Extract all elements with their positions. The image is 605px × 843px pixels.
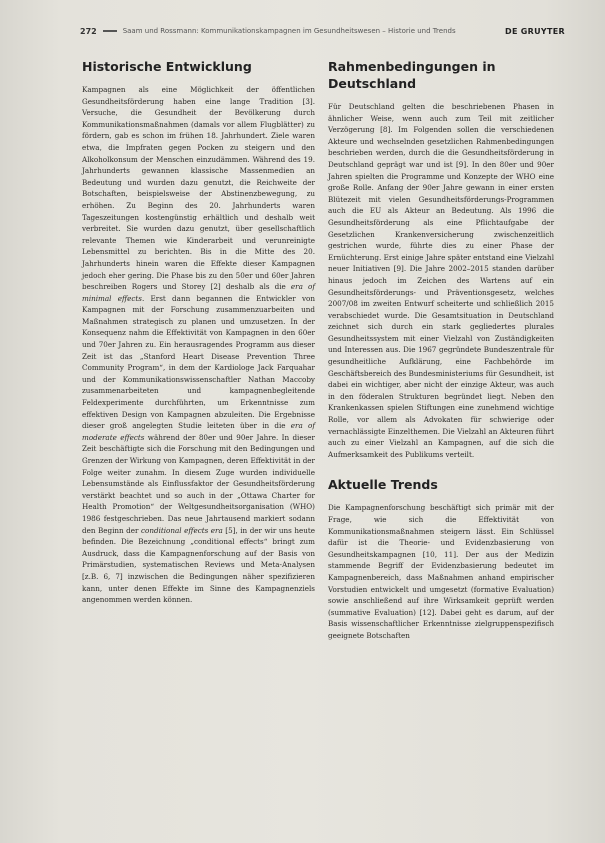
publisher-logo: DE GRUYTER <box>505 26 565 36</box>
history-text-a: Kampagnen als eine Möglichkeit der öffentlichen Gesundheitsförderung haben eine lange Tradition [3]. Versuche, die Gesundheit der Bevölkerung durch Kommunikationsmaßnahmen (damals vor allem Flugblätter) zu fördern, gab es schon im frühen 18. Jahrhundert. Ziele waren etwa, die Impfraten gegen Pocken zu steigern und den Alkoholkonsum der Menschen einzudämmen. Während des 19. Jahrhunderts gewannen klassische Massenmedien an Bedeutung und wurden dazu genutzt, die Reichweite der Botschaften, beispielsweise der Abstinenzbewegung, zu erhöhen. Zu Beginn des 20. Jahrhunderts waren Tageszeitungen kostengünstig erhältlich und deshalb weit verbreitet. Sie wurden dazu genutzt, über gesellschaftlich relevante Themen wie Kinderarbeit und verunreinigte Lebensmittel zu berichten. Bis in die Mitte des 20. Jahrhunderts hinein waren die Effekte dieser Kampagnen jedoch eher gering. Die Phase bis zu den 50er und 60er Jahren beschreiben Rogers und Storey [2] deshalb als die <box>82 85 315 292</box>
right-column <box>328 58 554 642</box>
history-text-b: . Erst dann begannen die Entwickler von Kampagnen mit der Forschung zusammenzuarbeiten und Maßnahmen strategisch zu planen und umzusetzen. In der Konsequenz nahm die Effektivität von Kampagnen in den 60er und 70er Jahren zu. Ein herausragendes Programm aus dieser Zeit ist das „Stanford Heart Disease Prevention Three Community Program“, in dem der Kardiologe Jack Farquahar und der Kommunikationswissenschaftler Nathan Maccoby zusammenarbeiteten und kampagnenbegleitende Feldexperimente durchführten, um Erkenntnisse zum effektiven Design von Kampagnen abzuleiten. Die Ergebnisse dieser groß angelegten Studie leiteten über in die <box>82 293 315 431</box>
heading-aktuelle-trends: Aktuelle Trends <box>328 477 438 493</box>
era-conditional-effects: conditional effects era <box>140 525 223 535</box>
paragraph-history <box>82 84 315 606</box>
history-text-d: [5], in der wir uns heute befinden. Die Bezeichnung „conditional effects“ bringt zum Ausdruck, dass die Kampagnenforschung auf der Basis von Primärstudien, systematischen Reviews und Meta-Analysen [z.B. 6, 7] inzwischen die Bedingungen näher spezifizieren kann, unter denen Effekte im Sinne des Kampagnenziels angenommen werden können. <box>82 525 315 605</box>
paragraph-germany: Für Deutschland gelten die beschriebenen Phasen in ähnlicher Weise, wenn auch zum Teil mit zeitlicher Verzögerung [8]. Im Folgenden sollen die verschiedenen Akteure und wechselnden gesetzlichen Rahmenbedingungen beschrieben werden, durch die die Gesundheitsförderung in Deutschland geprägt war und ist [9]. In den 80er und 90er Jahren spielten die Programme und Konzepte der WHO eine große Rolle. Anfang der 90er Jahre gewann in einer ersten Blütezeit mit vielen Gesundheitsförderungs-Programmen auch die EU als Akteur an Bedeutung. Als 1996 die Gesundheitsförderung als eine Pflichtaufgabe der Gesetzlichen Krankenversicherung zwischenzeitlich gestrichen wurde, führte dies zu einer Phase der Ernüchterung. Erst einige Jahre später entstand eine Vielzahl neuer Initiativen [9]. Die Jahre 2002–2015 standen darüber hinaus jedoch im Zeichen des Wartens auf ein Gesundheitsförderungs- und Präventionsgesetz, welches 2007/08 im zweiten Entwurf scheiterte und schließlich 2015 verabschiedet wurde. Die Gesamtsituation in Deutschland zeichnet sich durch ein stark gegliedertes plurales Gesundheitssystem mit einer Vielzahl von Zuständigkeiten und Interessen aus. Die 1967 gegründete Bundeszentrale für gesundheitliche Aufklärung, eine Fachbehörde im Geschäftsbereich des Bundesministeriums für Gesundheit, ist dabei ein wichtiger, aber nicht der einzige Akteur, was auch in den föderalen Strukturen begründet liegt. Neben den Krankenkassen spielen Stiftungen eine zunehmend wichtige Rolle, vor allem als Advokaten für schwierige oder vernachlässigte Einzelthemen. Die Vielzahl an Akteuren führt auch zu einer Vielzahl an Kampagnen, auf die sich die Aufmerksamkeit des Publikums verteilt. <box>328 102 554 459</box>
era-minimal-effects: era of minimal effects <box>82 282 315 303</box>
page-number: 272 <box>80 26 97 36</box>
header-dash <box>103 30 117 32</box>
paragraph-trends: Die Kampagnenforschung beschäftigt sich primär mit der Frage, wie sich die Effektivität von Kommunikationsmaßnahmen steigern lässt. Ein Schlüssel dafür ist die Theorie- und Evidenzbasierung von Gesundheitskampagnen [10, 11]. Der aus der Medizin stammende Begriff der Evidenzbasierung bedeutet im Kampagnenbereich, dass Maßnahmen anhand empirischer Vorstudien entwickelt und umgesetzt (formative Evaluation) sowie anschließend auf ihre Wirksamkeit geprüft werden (summative Evaluation) [12]. Dabei geht es darum, auf der Basis wissenschaftlicher Erkenntnisse zielgruppenspezifisch geeignete Botschaften <box>328 503 554 640</box>
left-column <box>82 58 315 606</box>
running-title: Saam und Rossmann: Kommunikationskampagnen im Gesundheitswesen – Historie und Trends <box>122 27 456 35</box>
heading-historische-entwicklung: Historische Entwicklung <box>82 59 252 74</box>
heading-rahmenbedingungen: Rahmenbedingungen in Deutschland <box>328 59 496 91</box>
history-text-c: während der 80er und 90er Jahre. In dieser Zeit beschäftigte sich die Forschung mit den Bedingungen und Grenzen der Wirkung von Kampagnen, deren Effektivität in der Folge weiter zunahm. In diesem Zuge wurden individuelle Lebensumstände als Einflussfaktor der Gesundheitsförderung verstärkt beachtet und so auch in der „Ottawa Charter for Health Promotion“ der Weltgesundheitsorganisation (WHO) 1986 festgeschrieben. Das neue Jahrtausend markiert sodann den Beginn der <box>82 432 315 535</box>
page-header <box>80 24 565 38</box>
era-moderate-effects: era of moderate effects <box>82 421 315 442</box>
